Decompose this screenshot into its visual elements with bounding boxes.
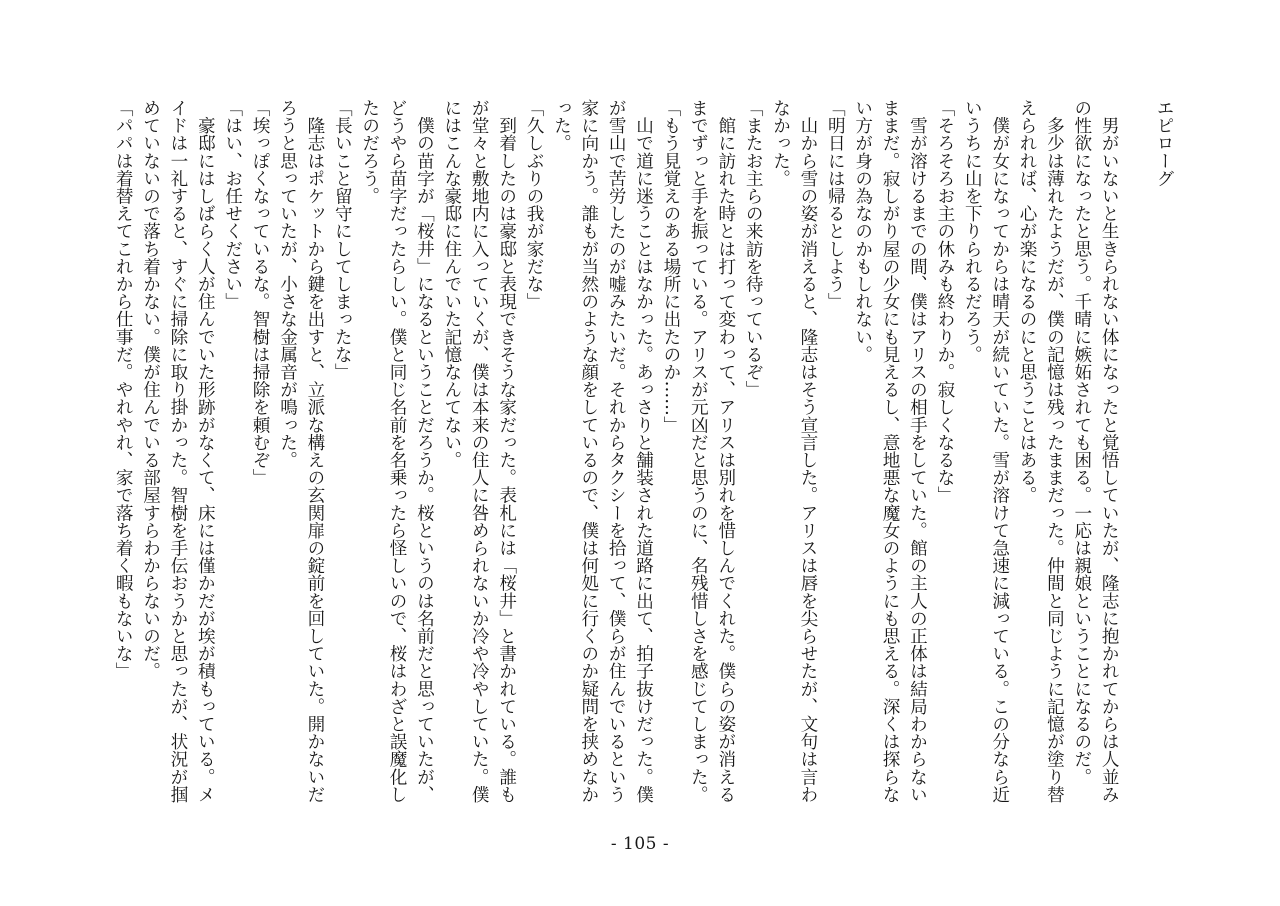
text-line: めていないので落ち着かない。僕が住んでいる部屋すらわからないのだ。 [140,99,161,680]
chapter-heading: エピローグ [1154,99,1174,187]
text-line: 館に訪れた時とは打って変わって、アリスは別れを惜しんでくれた。僕らの姿が消える [715,99,736,803]
text-line: 「またお主らの来訪を待っているぞ」 [743,99,764,399]
text-line: った。 [551,99,572,152]
text-line: 「埃っぽくなっているな。智樹は掃除を頼むぞ」 [250,99,271,487]
vertical-text-block [109,99,1177,815]
text-line: にはこんな豪邸に住んでいた記憶なんてない。 [441,99,462,469]
text-line: 多少は薄れたようだが、僕の記憶は残ったままだった。仲間と同じように記憶が塗り替 [1044,99,1065,803]
text-line: の性欲になったと思う。千晴に嫉妬されても困る。一応は親娘ということになるのだ。 [1071,99,1092,786]
text-line: えられれば、心が楽になるのにと思うことはある。 [1017,99,1038,504]
text-line: ろうと思っていたが、小さな金属音が鳴った。 [277,99,298,469]
text-line: たのだろう。 [359,99,380,205]
text-line: 隆志はポケットから鍵を出すと、立派な構えの玄関扉の錠前を回していた。開かないだ [304,99,325,803]
text-line: 「パパは着替えてこれから仕事だ。やれやれ、家で落ち着く暇もないな」 [113,99,134,680]
text-line: 山で道に迷うことはなかった。あっさりと舗装された道路に出て、拍子抜けだった。僕 [633,99,654,803]
text-line: 「そろそろお主の休みも終わりか。寂しくなるな」 [934,99,955,504]
text-line: どうやら苗字だったらしい。僕と同じ名前を名乗ったら怪しいので、桜はわざと誤魔化し [387,99,408,803]
text-line: 僕が女になってからは晴天が続いていた。雪が溶けて急速に減っている。この分なら近 [989,99,1010,803]
text-line: が堂々と敷地内に入っていくが、僕は本来の住人に咎められないか冷や冷やしていた。僕 [469,99,490,803]
text-line: 豪邸にはしばらく人が住んでいた形跡がなくて、床には僅かだが埃が積もっている。メ [195,99,216,803]
text-line: 家に向かう。誰もが当然のような顔をしているので、僕は何処に行くのか疑問を挟めなか [578,99,599,803]
text-line: 「久しぶりの我が家だな」 [524,99,545,311]
text-line: が雪山で苦労したのが嘘みたいだ。それからタクシーを拾って、僕らが住んでいるという [606,99,627,803]
page-number: - 105 - [610,834,670,854]
heading-spacer [1122,99,1149,815]
text-line: 「長いこと留守にしてしまったな」 [332,99,353,381]
text-line: 「はい、お任せください」 [222,99,243,311]
text-line: イドは一礼すると、すぐに掃除に取り掛かった。智樹を手伝おうかと思ったが、状況が掴 [167,99,188,803]
text-line: 僕の苗字が「桜井」になるということだろうか。桜というのは名前だと思っていたが、 [414,99,435,803]
text-line: 男がいないと生きられない体になったと覚悟していたが、隆志に抱かれてからは人並み [1099,99,1120,803]
text-line: ままだ。寂しがり屋の少女にも見えるし、意地悪な魔女のようにも思える。深くは探らな [880,99,901,803]
text-line: 到着したのは豪邸と表現できそうな家だった。表札には「桜井」と書かれている。誰も [496,99,517,803]
text-line: い方が身の為なのかもしれない。 [852,99,873,363]
text-line: 山から雪の姿が消えると、隆志はそう宣言した。アリスは唇を尖らせたが、文句は言わ [797,99,818,803]
text-line: 「明日には帰るとしよう」 [825,99,846,311]
text-line: いうちに山を下りられるだろう。 [962,99,983,363]
text-line: なかった。 [770,99,791,187]
text-line: 雪が溶けるまでの間、僕はアリスの相手をしていた。館の主人の正体は結局わからない [907,99,928,803]
text-line: 「もう見覚えのある場所に出たのか……」 [660,99,681,434]
text-line: までずっと手を振っている。アリスが元凶だと思うのに、名残惜しさを感じてしまった。 [688,99,709,803]
